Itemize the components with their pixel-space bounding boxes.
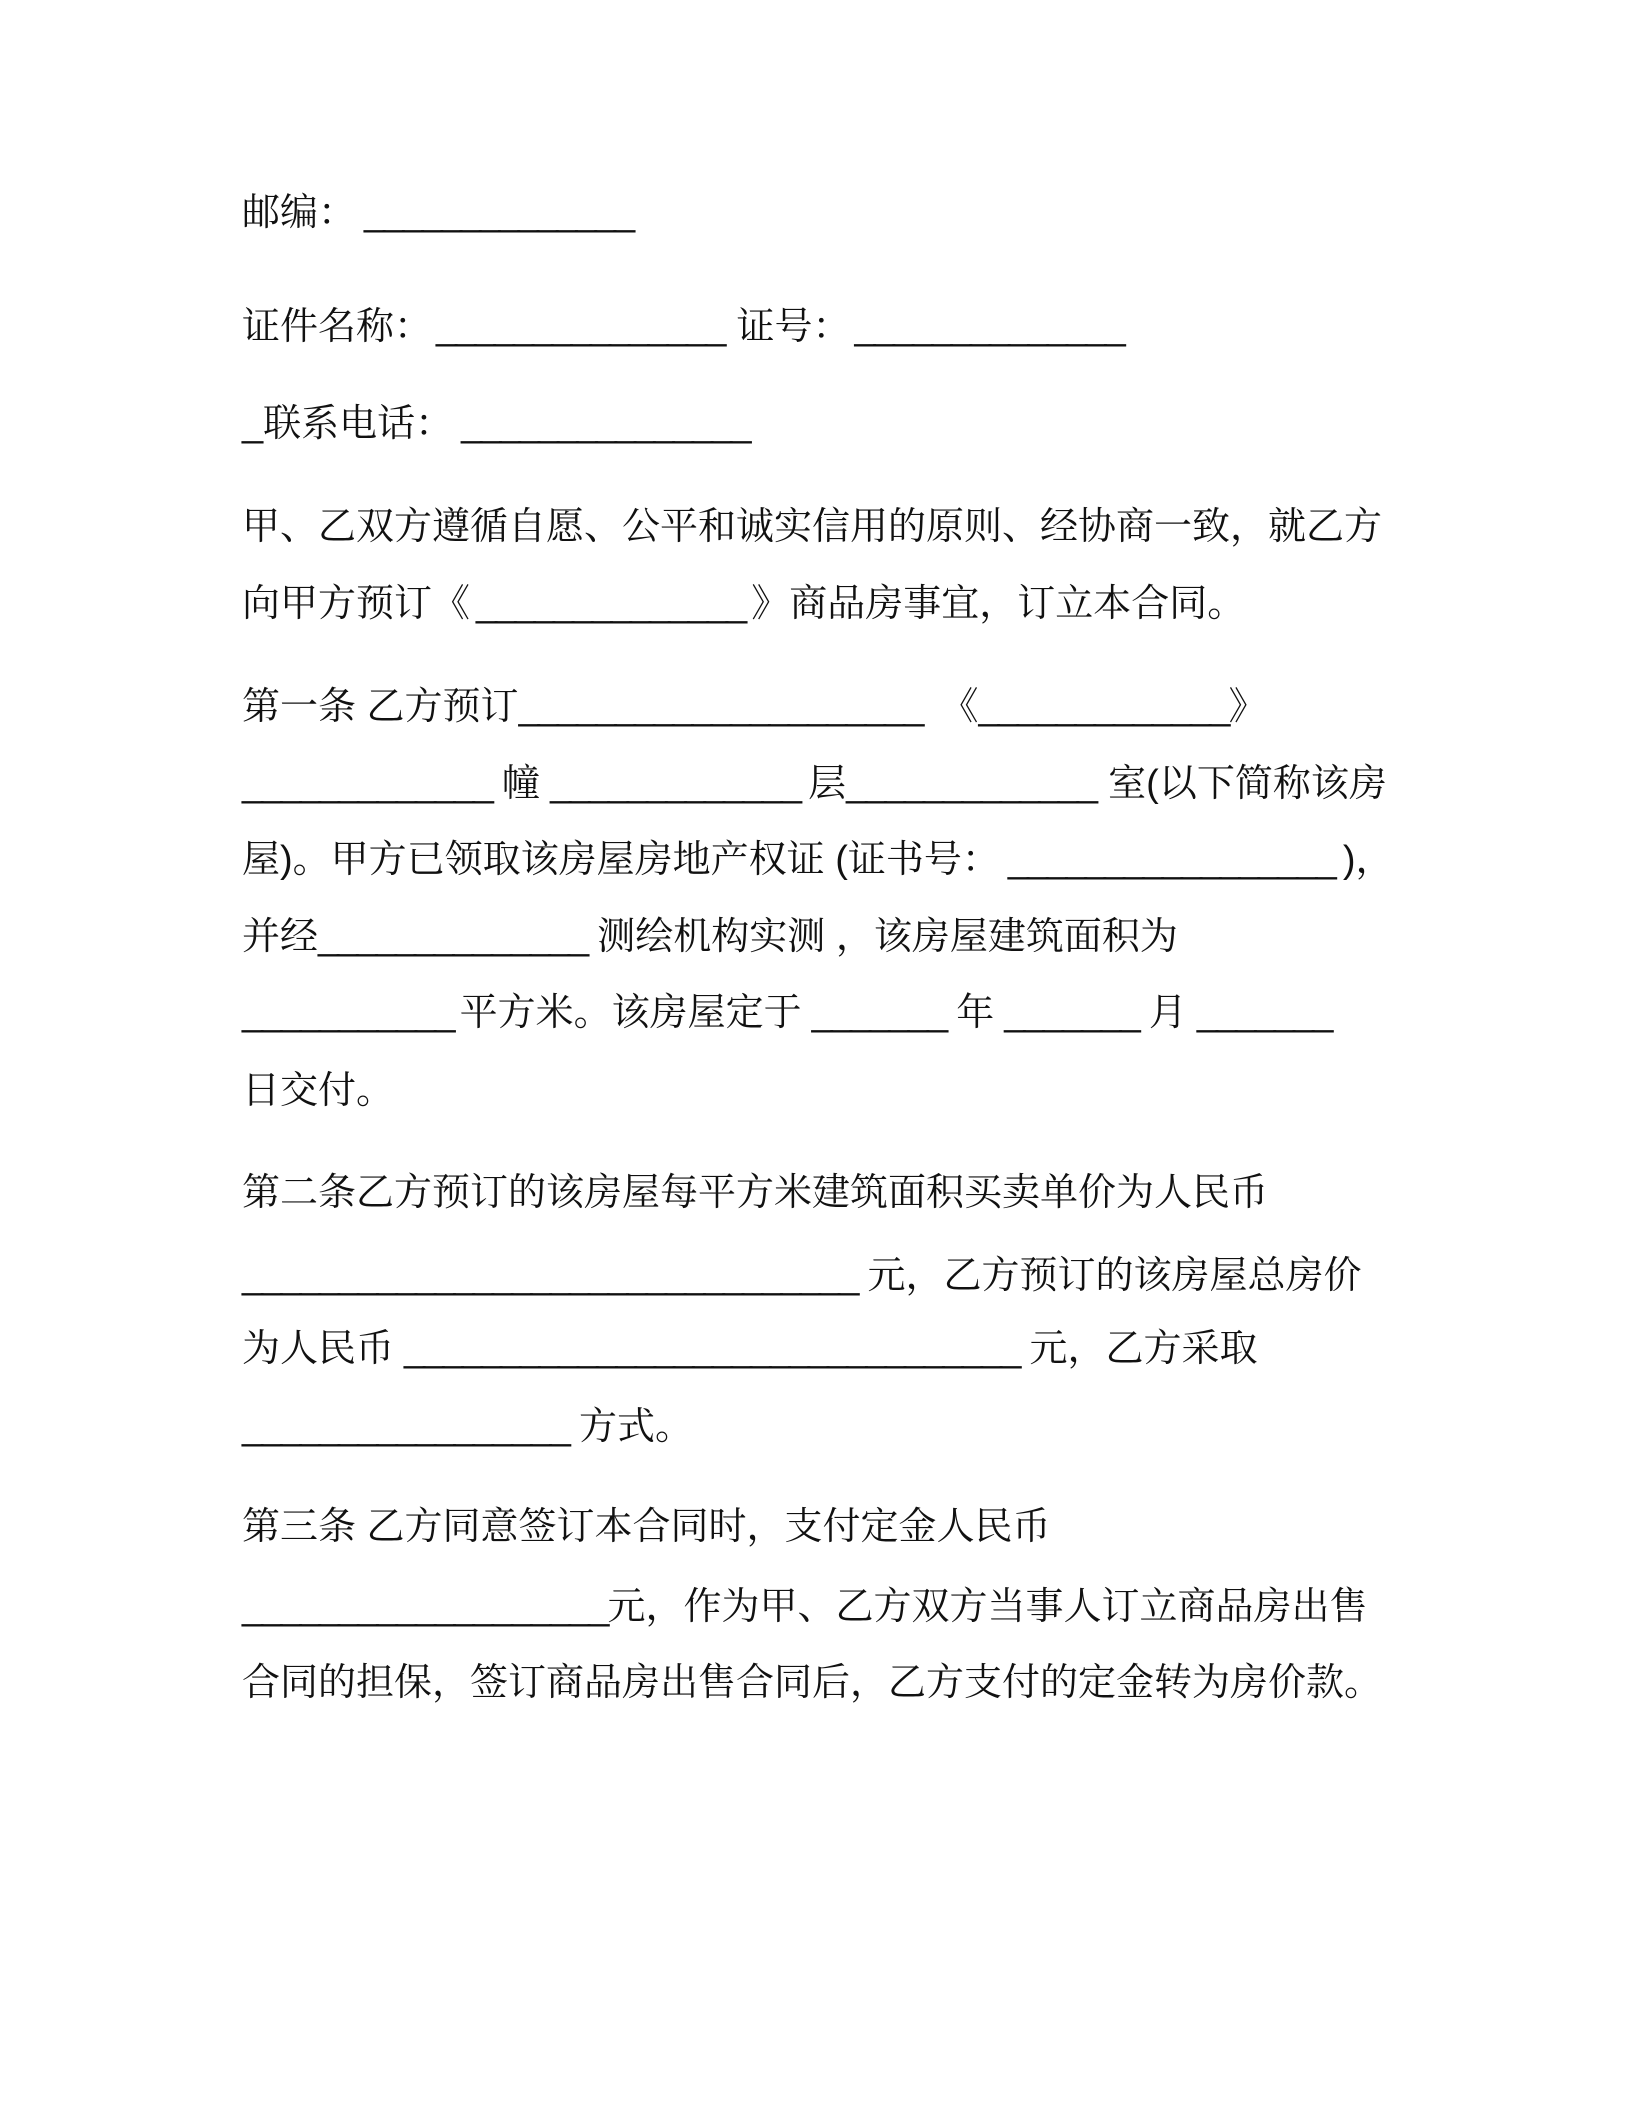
fill-blank: _______ bbox=[811, 992, 947, 1034]
fill-blank: ______________ bbox=[364, 192, 634, 234]
fill-blank: _______ bbox=[1196, 992, 1332, 1034]
line-text: _联系电话： bbox=[242, 403, 454, 445]
article-1-line bbox=[242, 682, 1267, 732]
fill-blank: _______________ bbox=[436, 306, 725, 348]
line-text: 第二条乙方预订的该房屋每平方米建筑面积买卖单价为人民币 bbox=[242, 1172, 1269, 1214]
article-2-line bbox=[242, 1251, 1362, 1301]
line-text: 为人民币 bbox=[242, 1328, 395, 1370]
fill-blank: _________________ bbox=[1007, 839, 1335, 881]
preamble-line bbox=[242, 502, 1382, 552]
line-text: 元，乙方采取 bbox=[1029, 1328, 1258, 1370]
fill-blank: _________________ bbox=[242, 1406, 569, 1448]
id-document-line bbox=[242, 302, 1124, 352]
line-text: 证号： bbox=[736, 306, 851, 348]
article-3-line bbox=[242, 1582, 1367, 1632]
line-text: 元，乙方预订的该房屋总房价 bbox=[867, 1255, 1362, 1297]
line-text: 室(以下简称该房 bbox=[1108, 763, 1387, 805]
line-text: 并经 bbox=[242, 916, 319, 958]
line-text: 日交付。 bbox=[242, 1070, 395, 1112]
line-text: 合同的担保，签订商品房出售合同后，乙方支付的定金转为房价款。 bbox=[242, 1662, 1383, 1704]
article-2-line bbox=[242, 1168, 1268, 1218]
fill-blank: _____________ bbox=[242, 763, 493, 805]
line-text: 证件名称： bbox=[242, 306, 433, 348]
line-text: 》 bbox=[1228, 686, 1267, 728]
fill-blank: ___________ bbox=[242, 992, 454, 1034]
article-2-line bbox=[242, 1402, 693, 1452]
phone-line bbox=[242, 399, 750, 449]
article-1-line bbox=[242, 912, 1178, 962]
article-3-line bbox=[242, 1658, 1382, 1708]
article-2-line bbox=[242, 1324, 1258, 1374]
fill-blank: ______________ bbox=[854, 306, 1124, 348]
fill-blank: ______________ bbox=[476, 583, 746, 625]
fill-blank: ___________________ bbox=[242, 1586, 608, 1628]
article-1-line bbox=[242, 835, 1394, 885]
line-text: 测绘机构实测 ，该房屋建筑面积为 bbox=[597, 916, 1178, 958]
fill-blank: _____________ bbox=[846, 763, 1097, 805]
line-text: 月 bbox=[1148, 992, 1187, 1034]
article-3-line bbox=[242, 1502, 1051, 1552]
line-text: 元，作为甲、乙方双方当事人订立商品房出售 bbox=[607, 1586, 1368, 1628]
preamble-line bbox=[242, 579, 1245, 629]
line-text: 年 bbox=[956, 992, 995, 1034]
line-text: 层 bbox=[808, 763, 847, 805]
fill-blank: _____________________ bbox=[518, 686, 923, 728]
article-1-line bbox=[242, 988, 1332, 1038]
postcode-line bbox=[242, 188, 633, 238]
line-text: 第一条 乙方预订 bbox=[242, 686, 519, 728]
fill-blank: ______________ bbox=[318, 916, 588, 958]
fill-blank: _____________ bbox=[550, 763, 801, 805]
line-text: 屋)。甲方已领取该房屋房地产权证 (证书号： bbox=[242, 839, 1000, 881]
line-text: )， bbox=[1342, 839, 1394, 881]
line-text: 《 bbox=[940, 686, 979, 728]
line-text: 方式。 bbox=[578, 1406, 693, 1448]
article-1-line bbox=[242, 1066, 394, 1116]
line-text: 平方米。该房屋定于 bbox=[459, 992, 802, 1034]
line-text: 邮编： bbox=[242, 192, 357, 234]
fill-blank: _____________ bbox=[978, 686, 1229, 728]
line-text: 甲、乙双方遵循自愿、公平和诚实信用的原则、经协商一致，就乙方 bbox=[242, 506, 1383, 548]
line-text: 向甲方预订《 bbox=[242, 583, 471, 625]
fill-blank: _______________ bbox=[461, 403, 750, 445]
fill-blank: _______ bbox=[1004, 992, 1139, 1034]
line-text: 》商品房事宜，订立本合同。 bbox=[751, 583, 1246, 625]
fill-blank: ________________________________ bbox=[242, 1255, 858, 1297]
line-text: 第三条 乙方同意签订本合同时，支付定金人民币 bbox=[242, 1506, 1051, 1548]
line-text: 幢 bbox=[502, 763, 541, 805]
fill-blank: ________________________________ bbox=[404, 1328, 1020, 1370]
article-1-line bbox=[242, 759, 1387, 809]
